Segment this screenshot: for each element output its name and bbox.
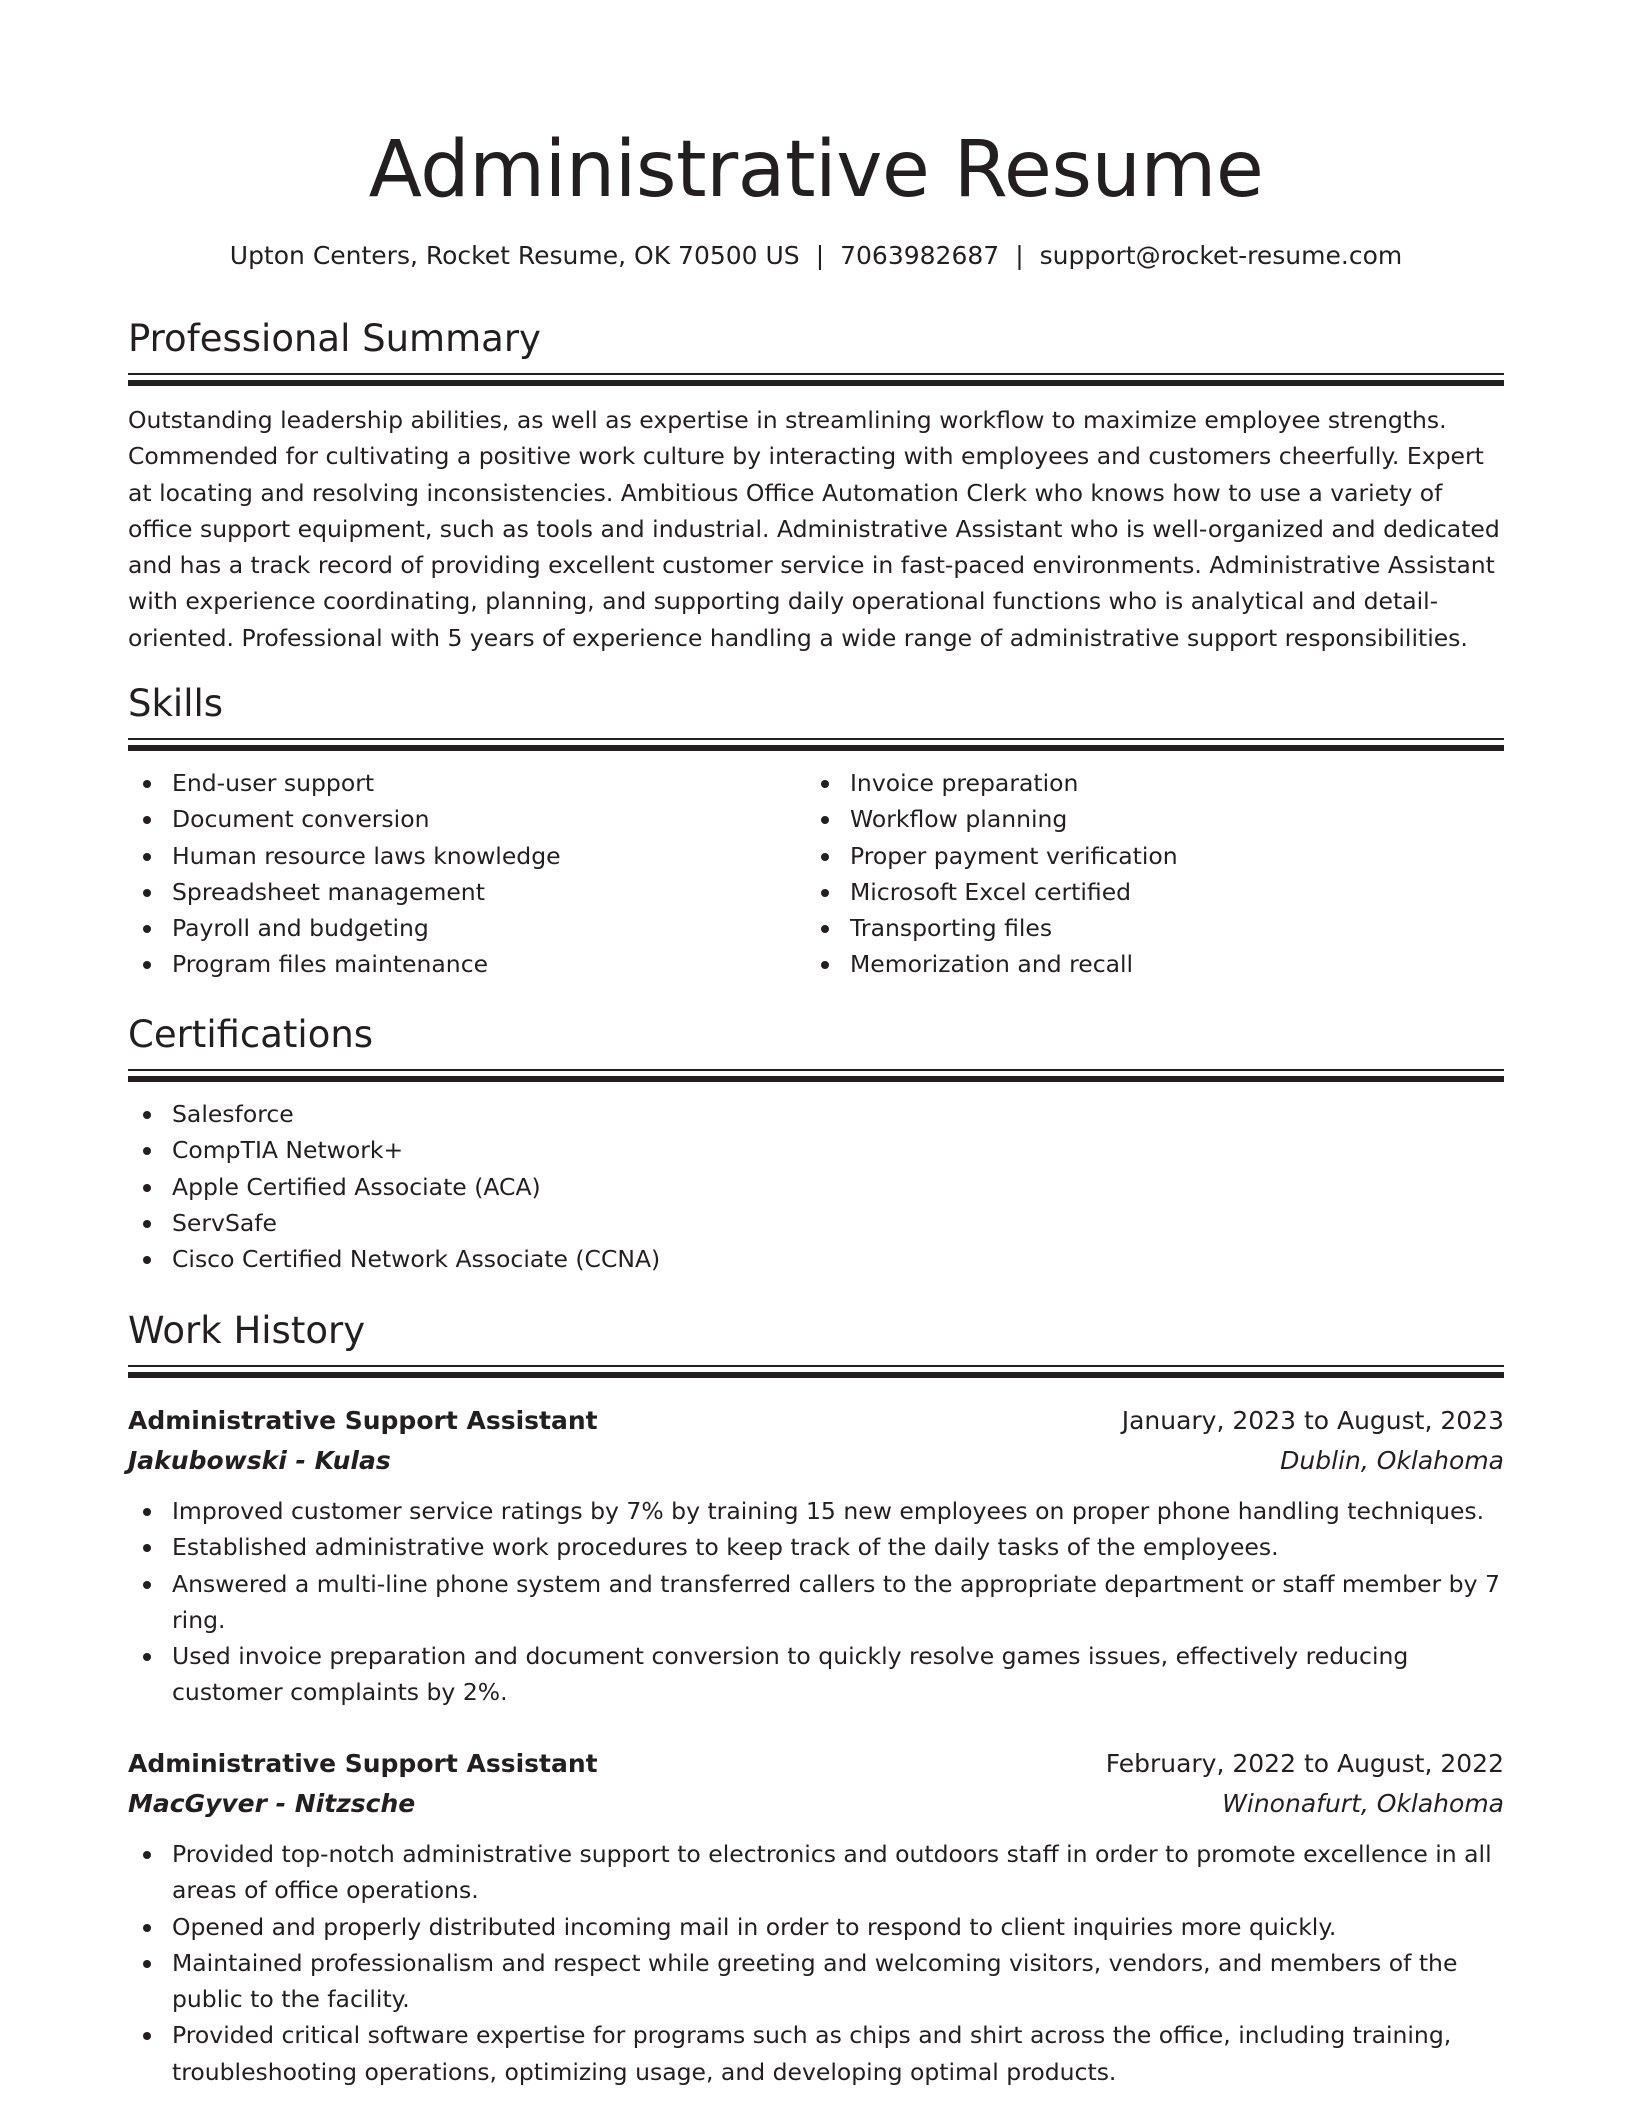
job-subheader-row: [128, 1784, 1504, 1824]
job-dates: January, 2023 to August, 2023: [1121, 1406, 1504, 1435]
job-location: Winonafurt, Oklahoma: [1222, 1789, 1504, 1818]
section-divider: [128, 1372, 1504, 1378]
job-company: Jakubowski - Kulas: [128, 1446, 391, 1475]
resume-title: Administrative Resume: [368, 125, 1264, 215]
certifications-section: [128, 1012, 1504, 1277]
certification-item: Cisco Certified Network Associate (CCNA): [128, 1241, 1504, 1277]
certification-item: ServSafe: [128, 1205, 1504, 1241]
section-heading-skills: Skills: [128, 682, 224, 725]
job-bullets: [128, 1836, 1504, 2090]
contact-phone: 7063982687: [840, 241, 1000, 270]
summary-section: [128, 316, 1504, 656]
work-history-section: [128, 1308, 1504, 1378]
section-divider: [128, 1069, 1504, 1071]
job-bullet: Improved customer service ratings by 7% by training 15 new employees on proper phone handling techniques.: [128, 1493, 1504, 1529]
skill-item: Human resource laws knowledge: [128, 838, 806, 874]
contact-address: Upton Centers, Rocket Resume, OK 70500 US: [229, 241, 800, 270]
job-bullet: Answered a multi-line phone system and transferred callers to the appropriate department or staff member by 7 ring.: [128, 1566, 1504, 1639]
job-dates: February, 2022 to August, 2022: [1105, 1749, 1504, 1778]
skill-item: Memorization and recall: [806, 946, 1484, 982]
job-bullets: [128, 1493, 1504, 1711]
skill-item: Proper payment verification: [806, 838, 1484, 874]
skills-right-column: [806, 765, 1484, 983]
job-subheader-row: [128, 1441, 1504, 1481]
job-entry: [128, 1744, 1504, 2090]
contact-separator: |: [1015, 241, 1024, 270]
skill-item: Microsoft Excel certified: [806, 874, 1484, 910]
job-title: Administrative Support Assistant: [128, 1406, 598, 1435]
certification-item: CompTIA Network+: [128, 1132, 1504, 1168]
job-company: MacGyver - Nitzsche: [128, 1789, 416, 1818]
job-header-row: [128, 1744, 1504, 1784]
skill-item: Program files maintenance: [128, 946, 806, 982]
skill-item: Spreadsheet management: [128, 874, 806, 910]
skill-item: End-user support: [128, 765, 806, 801]
contact-email: support@rocket-resume.com: [1039, 241, 1403, 270]
certification-item: Apple Certified Associate (ACA): [128, 1169, 1504, 1205]
skill-item: Workflow planning: [806, 801, 1484, 837]
section-divider: [128, 1076, 1504, 1082]
certifications-list: [128, 1096, 1504, 1277]
skill-item: Transporting files: [806, 910, 1484, 946]
contact-separator: |: [815, 241, 825, 270]
skills-left-column: [128, 765, 806, 983]
job-entry: [128, 1401, 1504, 1711]
section-heading-certifications: Certifications: [128, 1013, 374, 1056]
job-bullet: Used invoice preparation and document conversion to quickly resolve games issues, effectively reducing customer complaints by 2%.: [128, 1638, 1504, 1711]
job-location: Dublin, Oklahoma: [1280, 1446, 1504, 1475]
skill-item: Document conversion: [128, 801, 806, 837]
contact-line: [128, 236, 1504, 276]
skill-item: Invoice preparation: [806, 765, 1484, 801]
job-bullet: Provided top-notch administrative support to electronics and outdoors staff in order to promote excellence in all areas of office operations.: [128, 1836, 1504, 1909]
job-header-row: [128, 1401, 1504, 1441]
section-heading-summary: Professional Summary: [128, 317, 541, 360]
skill-item: Payroll and budgeting: [128, 910, 806, 946]
skills-section: [128, 681, 1504, 983]
section-divider: [128, 1365, 1504, 1367]
section-divider: [128, 745, 1504, 751]
section-divider: [128, 373, 1504, 375]
job-bullet: Maintained professionalism and respect while greeting and welcoming visitors, vendors, and members of the public to the facility.: [128, 1945, 1504, 2018]
skills-columns: [128, 765, 1504, 983]
job-bullet: Provided critical software expertise for programs such as chips and shirt across the office, including training, troubleshooting operations, optimizing usage, and developing optimal products.: [128, 2017, 1504, 2090]
section-divider: [128, 738, 1504, 740]
summary-text: Outstanding leadership abilities, as well as expertise in streamlining workflow to maximize employee strengths. Commended for cultivating a positive work culture by interacting with employees and customers cheerfully. Expert at locating and resolving inconsistencies. Ambitious Office Automation Clerk who knows how to use a variety of office support equipment, such as tools and industrial. Administrative Assistant who is well-organized and dedicated and has a track record of providing excellent customer service in fast-paced environments. Administrative Assistant with experience coordinating, planning, and supporting daily operational functions who is analytical and detail-oriented. Professional with 5 years of experience handling a wide range of administrative support responsibilities.: [128, 406, 1500, 652]
section-heading-work-history: Work History: [128, 1309, 366, 1352]
certification-item: Salesforce: [128, 1096, 1504, 1132]
job-title: Administrative Support Assistant: [128, 1749, 598, 1778]
section-divider: [128, 380, 1504, 386]
job-bullet: Established administrative work procedures to keep track of the daily tasks of the employees.: [128, 1529, 1504, 1565]
job-bullet: Opened and properly distributed incoming mail in order to respond to client inquiries more quickly.: [128, 1909, 1504, 1945]
